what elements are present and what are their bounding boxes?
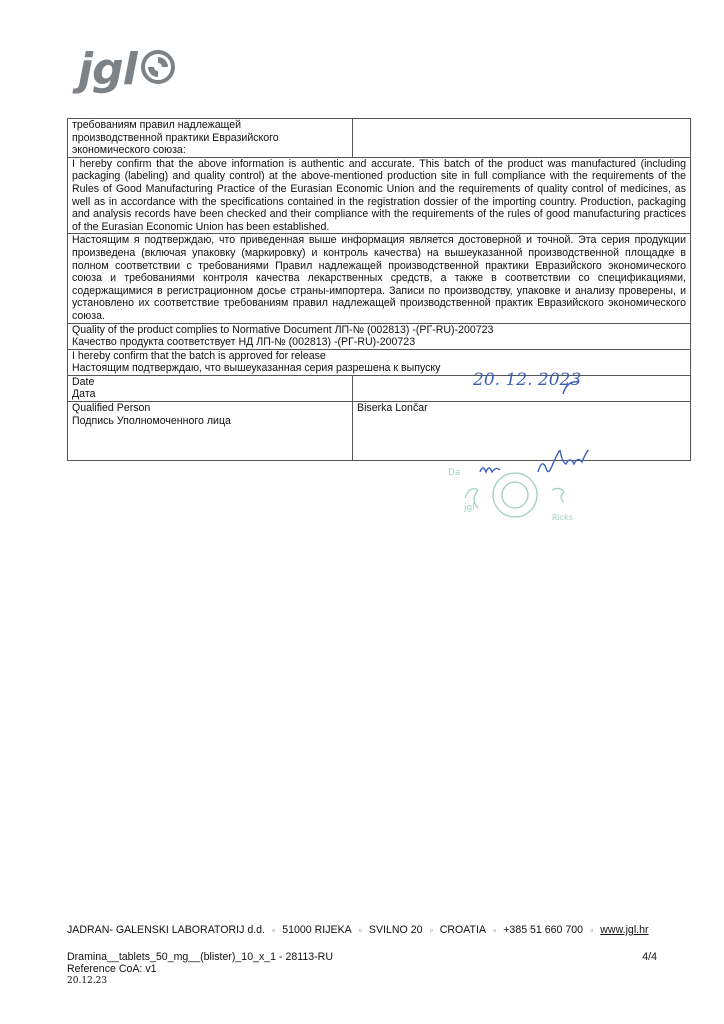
table-row <box>68 375 691 401</box>
qp-name: Biserka Lončar <box>357 402 428 415</box>
quality-en: Quality of the product complies to Normative Document ЛП-№ (002813) -(РГ-RU)-200723 <box>72 323 494 336</box>
table-row <box>68 323 691 349</box>
gmp-value-cell <box>353 119 691 158</box>
handwritten-signature-icon <box>480 450 590 472</box>
website-link[interactable]: www.jgl.hr <box>600 924 649 936</box>
separator-icon: ▫ <box>590 925 594 935</box>
separator-icon: ▫ <box>493 925 497 935</box>
separator-icon: ▫ <box>272 925 276 935</box>
table-row <box>68 119 691 158</box>
footer-phone: +385 51 660 700 <box>503 924 584 936</box>
release-ru: Настоящим подтверждаю, что вышеуказанная серия разрешена к выпуску <box>72 362 441 375</box>
gmp-line-2: производственной практики Евразийского <box>72 131 279 144</box>
company-footer <box>67 924 649 936</box>
document-reference <box>67 951 657 987</box>
confirmation-en: I hereby confirm that the above information is authentic and accurate. This batch of the product was manufactured (including packaging (labeling) and quality control) at the above-mentioned production site in full compliance with the requirements of the Rules of Good Manufacturing Practice of the Eurasian Economic Union and the requirements of quality control of medicines, as well as in accordance with the specifications contained in the registration dossier of the importing country. Production, packaging and analysis records have been checked and their compliance with the requirements of the rules of good manufacturing practices of the Eurasian Economic Union has been established. <box>68 157 691 234</box>
table-row <box>68 157 691 234</box>
footer-country: CROATIA <box>439 924 487 936</box>
date-value-cell <box>353 369 691 401</box>
confirmation-table <box>67 118 691 461</box>
gmp-requirement-cell <box>68 119 353 158</box>
date-flourish-icon <box>561 378 581 396</box>
qp-label-ru: Подпись Уполномоченного лица <box>72 414 231 427</box>
handwritten-date: 20. 12. 2023 <box>473 369 582 390</box>
gmp-line-3: экономического союза: <box>72 144 186 157</box>
quality-cell <box>68 323 691 349</box>
svg-text:jgl: jgl <box>464 503 475 513</box>
doc-title: Dramina__tablets_50_mg__(blister)_10_x_1 - 28113-RU <box>67 951 333 963</box>
footer-street: SVILNO 20 <box>368 924 423 936</box>
svg-text:Ricks: Ricks <box>552 513 573 522</box>
company-logo <box>78 42 175 98</box>
logo-text: jgl <box>78 44 137 95</box>
quality-ru: Качество продукта соответствует НД ЛП-№ (002813) -(РГ-RU)-200723 <box>72 336 416 349</box>
official-stamp-icon <box>448 468 573 522</box>
qp-label-en: Qualified Person <box>72 402 151 415</box>
table-row <box>68 349 691 375</box>
separator-icon: ▫ <box>429 925 433 935</box>
svg-text:Da: Da <box>448 468 461 478</box>
release-cell <box>68 349 691 375</box>
gmp-line-1: требованиям правил надлежащей <box>72 119 242 131</box>
footer-city: 51000 RIJEKA <box>282 924 352 936</box>
print-date: 20.12.23 <box>67 976 108 986</box>
separator-icon: ▫ <box>358 925 362 935</box>
date-label-en: Date <box>72 375 95 388</box>
confirmation-ru: Настоящим я подтверждаю, что приведенная выше информация является достоверной и точной. Эта серия продукции произведена (включая упаковку (маркировку) и контроль качества) на вышеуказанной производственной площадке в полном соответствии с требованиями Правил надлежащей производственной практики Евразийского экономического союза и требованиями контроля качества лекарственных средств, а также в соответствии со спецификациями, содержащимися в регистрационном досье страны-импортера. Записи по производству, упаковке и анализу проверены, и установлено их соответствие требованиям правил надлежащей производственной практик Евразийского экономического союза. <box>68 234 691 323</box>
footer-company: JADRAN- GALENSKI LABORATORIJ d.d. <box>67 924 266 936</box>
qp-label-cell <box>68 402 353 461</box>
table-row <box>68 234 691 323</box>
date-label-ru: Дата <box>72 388 96 401</box>
logo-swirl-icon <box>141 50 175 84</box>
reference-coa: Reference CoA: v1 <box>67 963 157 975</box>
date-label-cell <box>68 375 353 401</box>
signature-and-stamp <box>440 450 610 530</box>
release-en: I hereby confirm that the batch is approved for release <box>72 349 326 362</box>
page-number: 4/4 <box>642 951 657 963</box>
